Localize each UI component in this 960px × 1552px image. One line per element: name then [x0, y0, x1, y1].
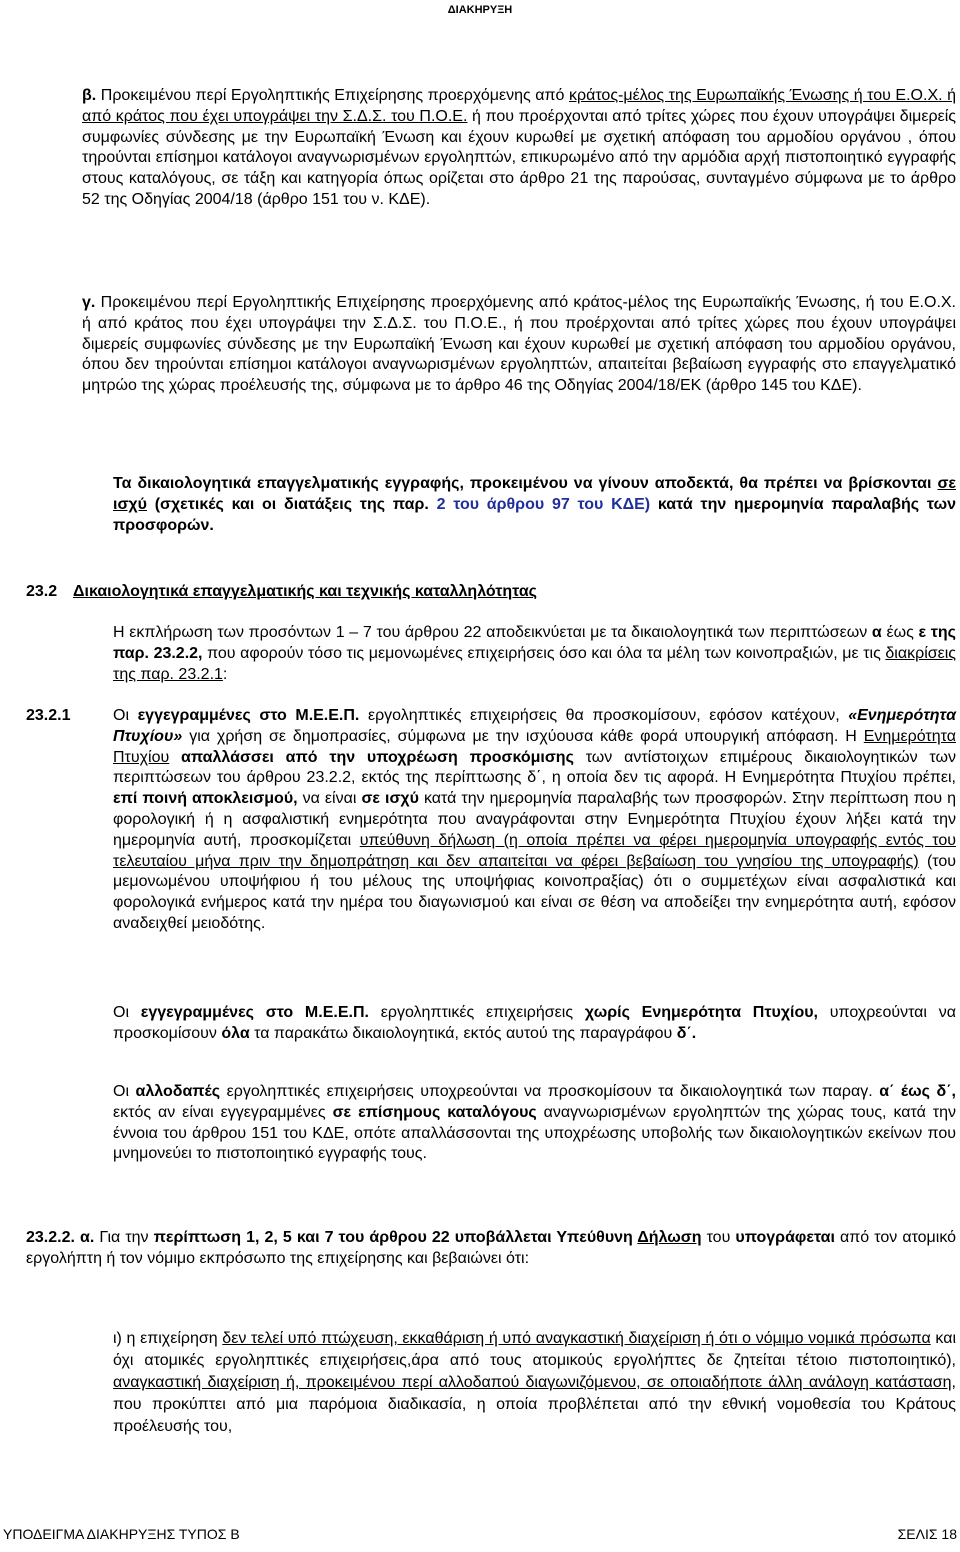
p1-text: σε ισχύ	[361, 790, 419, 808]
section-b-origin: κράτος-μέλος της Ευρωπαϊκής Ένωσης ή του Ε.Ο.Χ. ή από κράτος που έχει υπογράψει την Σ.Δ.Σ. του Π.Ο.Ε.	[82, 87, 956, 125]
section-2322a	[26, 1228, 956, 1270]
p1-text: εγγεγραμμένες στο Μ.Ε.Ε.Π.	[137, 707, 360, 724]
intro-text: :	[222, 665, 228, 683]
item-i-text: δεν τελεί υπό πτώχευση, εκκαθάριση ή υπό αναγκαστική διαχείριση ή ότι ο νόμιμο νομικά πρόσωπα	[222, 1330, 931, 1347]
p1-text: επί ποινή αποκλεισμού,	[113, 790, 298, 808]
section-c-marker: γ.	[82, 294, 96, 311]
section-b-body: ή που προέρχονται από τρίτες χώρες που έχουν υπογράψει διμερείς συμφωνίες σύνδεσης με την Ευρωπαϊκή Ένωση και έχουν κυρωθεί με σχετική απόφαση του αρμοδίου οργάνου , όπου τηρούνται επίσημοι κατάλογοι αναγνωρισμένων εργοληπτών, επικυρωμένο από την αρμόδια αρχή πιστοποιητικό εγγραφής στους καταλόγους, σε τάξη και κατηγορία όπως ορίζεται στο άρθρο 21 της παρούσας, συνταγμένο σύμφωνα με το άρθρο 52 της Οδηγίας 2004/18 (άρθρο 151 του ν. ΚΔΕ).	[82, 107, 956, 208]
validity-note-part: κατά την ημερομηνία παραλαβής των προσφορών.	[113, 495, 957, 534]
section-2321-p2	[113, 1003, 956, 1045]
section-2322a-text: υπογράφεται	[735, 1229, 835, 1246]
document-header: ΔΙΑΚΗΡΥΞΗ	[447, 4, 513, 16]
item-i-text: και όχι ατομικές εργοληπτικές επιχειρήσεις,άρα από τους ατομικούς εργολήπτες δε ζητείται τέτοιο πιστοποιητικό),	[113, 1330, 957, 1369]
footer-right: ΣΕΛΙΣ 18	[897, 1526, 957, 1542]
intro-text: ε της παρ. 23.2.2,	[113, 624, 956, 662]
section-2322a-text: Δήλωση	[637, 1229, 702, 1246]
p2-text: Οι	[113, 1004, 141, 1021]
validity-note-reference: 2 του άρθρου 97 του ΚΔΕ)	[436, 495, 651, 513]
section-2321-number: 23.2.1	[26, 707, 71, 724]
p1-text: Οι	[113, 707, 138, 724]
p1-text: για χρήση σε δημοπρασίες, σύμφωνα με την ισχύουσα κάθε φορά υπουργική απόφαση. Η	[182, 727, 864, 745]
p1-text: των αντίστοιχων επιμέρους δικαιολογητικών των περιπτώσεων του άρθρου 23.2.2, εκτός της περίπτωσης δ΄, η οποία δεν τις αφορά. Η Ενημερότητα Πτυχίου πρέπει,	[113, 748, 956, 787]
p1-text: «Ενημερότητα Πτυχίου»	[113, 707, 956, 745]
item-i-text: ι) η επιχείρηση	[113, 1330, 223, 1347]
section-2321-p3	[113, 1082, 956, 1165]
section-2322a-number: 23.2.2. α.	[26, 1229, 95, 1246]
item-i	[113, 1328, 956, 1438]
p2-text: υποχρεούνται να προσκομίσουν	[113, 1004, 957, 1042]
p2-text: εγγεγραμμένες στο Μ.Ε.Ε.Π.	[140, 1004, 369, 1021]
p1-text: κατά την ημερομηνία παραλαβής των προσφορών. Στην περίπτωση που η φορολογική ή η ασφαλιστική ενημερότητα που αναγράφονται στην Ενημερότητα Πτυχίου έχουν λήξει κατά την ημερομηνία αυτή, προσκομίζεται	[113, 790, 956, 849]
p3-text: αλλοδαπές	[135, 1083, 221, 1100]
heading-232-number: 23.2	[26, 583, 58, 600]
validity-note	[113, 474, 956, 536]
item-i-text: αναγκαστική διαχείριση ή, προκειμένου περί αλλοδαπού διαγωνιζόμενου, σε οποιαδήποτε άλλη ανάλογη κατάσταση	[113, 1374, 952, 1391]
section-b-marker: β.	[82, 87, 97, 104]
validity-note-in-force: σε ισχύ	[113, 475, 956, 513]
p2-text: χωρίς Ενημερότητα Πτυχίου,	[584, 1004, 819, 1021]
p2-text: τα παρακάτω δικαιολογητικά, εκτός αυτού της παραγράφου	[249, 1024, 677, 1042]
p2-text: δ΄.	[676, 1024, 697, 1042]
section-2322a-text: Για την	[94, 1229, 154, 1246]
p1-text: (του μεμονωμένου υποψήφιου ή του μέλους της υποψήφιας κοινοπραξίας) ότι ο συμμετέχων είναι ασφαλιστικά και φορολογικά ενήμερος κατά την ημέρα του διαγωνισμού και είναι σε θέση να αποδείξει την ενημερότητα αυτή, εφόσον αναδειχθεί μειοδότης.	[113, 852, 957, 932]
item-i-text: , που προκύπτει από μια παρόμοια διαδικασία, η οποία προβλέπεται από την εθνική νομοθεσία του Κράτους προέλευσής του,	[113, 1374, 956, 1435]
footer-left: ΥΠΟΔΕΙΓΜΑ ΔΙΑΚΗΡΥΞΗΣ ΤΥΠΟΣ Β	[3, 1526, 240, 1542]
p2-text: εργοληπτικές επιχειρήσεις	[368, 1004, 585, 1021]
p1-text: εργοληπτικές επιχειρήσεις θα προσκομίσουν, εφόσον κατέχουν,	[359, 707, 849, 724]
p3-text: α΄ έως δ΄,	[879, 1083, 956, 1100]
intro-text: έως	[881, 624, 919, 641]
p1-text	[169, 749, 181, 766]
intro-text: α	[871, 624, 882, 641]
validity-note-part: (σχετικές και οι διατάξεις της παρ.	[146, 495, 437, 513]
p3-text: σε επίσημους καταλόγους	[332, 1103, 537, 1121]
validity-note-part: Τα δικαιολογητικά επαγγελματικής εγγραφής, προκειμένου να γίνουν αποδεκτά, θα πρέπει να βρίσκονται	[113, 475, 938, 492]
section-2322a-text: του	[701, 1229, 736, 1246]
p1-text: υπεύθυνη δήλωση (η οποία πρέπει να φέρει ημερομηνία υπογραφής εντός του τελευταίου μήνα πριν την δημοπράτηση και δεν απαιτείται να φέρει βεβαίωση του γνησίου της υπογραφής)	[113, 831, 957, 870]
intro-text: που αφορούν τόσο τις μεμονωμένες επιχειρήσεις όσο και όλα τα μέλη των κοινοπραξιών, με τις	[202, 644, 886, 662]
p3-text: εργοληπτικές επιχειρήσεις υποχρεούνται να προσκομίσουν τα δικαιολογητικά των παραγ.	[220, 1083, 880, 1100]
section-c-body: Προκειμένου περί Εργοληπτικής Επιχείρησης προερχόμενης από κράτος-μέλος της Ευρωπαϊκής Ένωσης, ή του Ε.Ο.Χ. ή από κράτος που έχει υπογράψει την Σ.Δ.Σ. του Π.Ο.Ε., ή που προέρχονται από τρίτες χώρες που έχουν υπογράψει διμερείς συμφωνίες σύνδεσης με την Ευρωπαϊκή Ένωση και έχουν κυρωθεί με σχετική απόφαση του αρμοδίου οργάνου, όπου δεν τηρούνται επίσημοι κατάλογοι αναγνωρισμένων εργοληπτών, απαιτείται βεβαίωση εγγραφής στο επαγγελματικό μητρώο της χώρας προέλευσής της, σύμφωνα με το άρθρο 46 της Οδηγίας 2004/18/ΕΚ (άρθρο 145 του ΚΔΕ).	[82, 294, 957, 395]
p1-text: να είναι	[297, 790, 362, 808]
intro-232	[113, 623, 956, 685]
intro-text: Η εκπλήρωση των προσόντων 1 – 7 του άρθρου 22 αποδεικνύεται με τα δικαιολογητικά των περιπτώσεων	[113, 624, 872, 641]
p3-text: Οι	[113, 1083, 136, 1100]
section-b-intro: Προκειμένου περί Εργοληπτικής Επιχείρησης προερχόμενης από	[100, 87, 569, 104]
section-c	[82, 293, 956, 397]
p1-text: Ενημερότητα Πτυχίου	[113, 727, 956, 766]
section-2322a-text: από τον ατομικό εργολήπτη ή τον νόμιμο εκπρόσωπο της επιχείρησης και βεβαιώνει ότι:	[26, 1229, 957, 1267]
section-2321-p1	[113, 706, 956, 935]
intro-reference: διακρίσεις της παρ. 23.2.1	[113, 644, 957, 683]
heading-232-title: Δικαιολογητικά επαγγελματικής και τεχνικής καταλληλότητας	[73, 583, 537, 600]
p1-text: απαλλάσσει από την υποχρέωση προσκόμισης	[181, 748, 574, 766]
p3-text: εκτός αν είναι εγγεγραμμένες	[113, 1103, 333, 1121]
section-b	[82, 86, 956, 211]
p2-text: όλα	[221, 1024, 250, 1042]
section-2322a-text: υποβάλλεται Υπεύθυνη	[454, 1229, 638, 1246]
section-2322a-text: περίπτωση 1, 2, 5 και 7 του άρθρου 22	[153, 1229, 450, 1246]
p3-text: αναγνωρισμένων εργοληπτών της χώρας τους, κατά την έννοια του άρθρου 151 του ΚΔΕ, οπότε απαλλάσσονται της υποχρέωσης υποβολής των δικαιολογητικών εκείνων που μνημονεύει το πιστοποιητικό εγγραφής τους.	[113, 1103, 956, 1163]
